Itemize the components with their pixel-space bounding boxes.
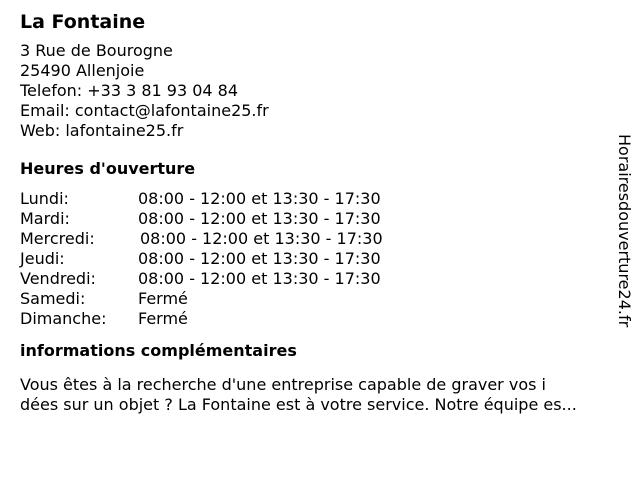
- day-hours: 08:00 - 12:00 et 13:30 - 17:30: [138, 189, 381, 208]
- phone-text: Telefon: +33 3 81 93 04 84: [20, 81, 239, 100]
- day-label: Dimanche:: [20, 309, 107, 328]
- email-text: Email: contact@lafontaine25.fr: [20, 101, 269, 120]
- hours-row-sunday: [20, 309, 620, 329]
- info-description: [20, 375, 630, 415]
- day-label: Samedi:: [20, 289, 86, 308]
- day-label: Lundi:: [20, 189, 69, 208]
- business-name: La Fontaine: [20, 11, 146, 33]
- hours-row-friday: [20, 269, 620, 289]
- day-label: Jeudi:: [20, 249, 65, 268]
- web-text: Web: lafontaine25.fr: [20, 121, 184, 140]
- day-label: Mercredi:: [20, 229, 95, 248]
- day-hours: 08:00 - 12:00 et 13:30 - 17:30: [138, 269, 381, 288]
- day-hours: 08:00 - 12:00 et 13:30 - 17:30: [138, 249, 381, 268]
- info-heading: informations complémentaires: [20, 341, 297, 360]
- business-card: [20, 10, 620, 415]
- hours-row-monday: [20, 189, 620, 209]
- day-hours: Fermé: [138, 289, 188, 308]
- hours-row-wednesday: [20, 229, 620, 249]
- hours-row-tuesday: [20, 209, 620, 229]
- day-hours: 08:00 - 12:00 et 13:30 - 17:30: [138, 209, 381, 228]
- info-description-line-1: Vous êtes à la recherche d'une entreprise capable de graver vos i: [20, 375, 546, 394]
- site-watermark: Horairesdouverture24.fr: [615, 134, 634, 328]
- address-line-2: 25490 Allenjoie: [20, 61, 145, 80]
- hours-table: [20, 189, 620, 329]
- address-line-1: 3 Rue de Bourogne: [20, 41, 173, 60]
- day-hours: 08:00 - 12:00 et 13:30 - 17:30: [140, 229, 383, 248]
- hours-heading: Heures d'ouverture: [20, 159, 196, 178]
- info-description-line-2: dées sur un objet ? La Fontaine est à votre service. Notre équipe es...: [20, 395, 577, 414]
- day-hours: Fermé: [138, 309, 188, 328]
- hours-row-thursday: [20, 249, 620, 269]
- day-label: Mardi:: [20, 209, 70, 228]
- hours-row-saturday: [20, 289, 620, 309]
- day-label: Vendredi:: [20, 269, 96, 288]
